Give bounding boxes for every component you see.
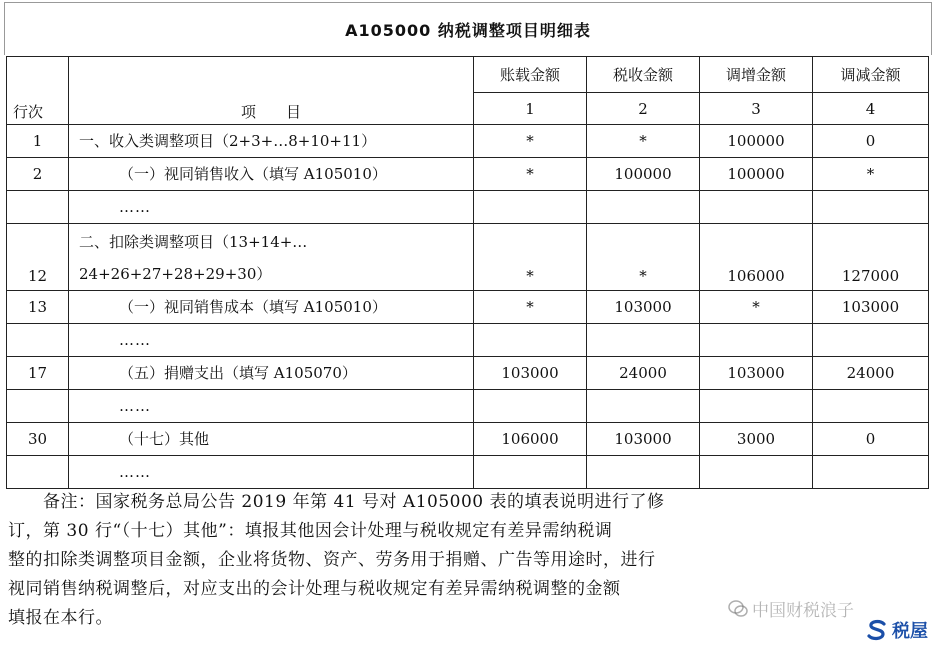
header-colnum-2: 2 <box>587 93 700 125</box>
cell-increase: 100000 <box>700 125 813 158</box>
table-row-ellipsis <box>7 324 929 357</box>
row-item-ellipsis: …… <box>69 456 474 489</box>
cell-tax-amount: 103000 <box>587 423 700 456</box>
cell-decrease <box>813 456 929 489</box>
table-row <box>7 125 929 158</box>
cell-decrease <box>813 191 929 224</box>
cell-increase: 106000 <box>700 224 813 291</box>
row-no <box>7 191 69 224</box>
cell-decrease: 103000 <box>813 291 929 324</box>
header-col-1: 账载金额 <box>474 57 587 93</box>
header-item: 项 目 <box>69 57 474 125</box>
cell-decrease <box>813 390 929 423</box>
header-col-3: 调增金额 <box>700 57 813 93</box>
cell-increase: 103000 <box>700 357 813 390</box>
table-title: A105000 纳税调整项目明细表 <box>4 2 932 55</box>
cell-decrease: * <box>813 158 929 191</box>
cell-book-amount: * <box>474 125 587 158</box>
cell-decrease: 0 <box>813 125 929 158</box>
table-row <box>7 291 929 324</box>
cell-book-amount <box>474 191 587 224</box>
table-row <box>7 158 929 191</box>
table-row-ellipsis <box>7 456 929 489</box>
header-colnum-3: 3 <box>700 93 813 125</box>
remark-line: 填报在本行。 <box>8 608 113 628</box>
remark-line: 视同销售纳税调整后，对应支出的会计处理与税收规定有差异需纳税调整的金额 <box>8 579 621 599</box>
cell-tax-amount: 100000 <box>587 158 700 191</box>
header-colnum-4: 4 <box>813 93 929 125</box>
cell-increase: 100000 <box>700 158 813 191</box>
header-col-4: 调减金额 <box>813 57 929 93</box>
row-item: （一）视同销售收入（填写 A105010） <box>69 158 474 191</box>
header-row <box>7 57 929 93</box>
remark-line: 订，第 30 行“（十七）其他”：填报其他因会计处理与税收规定有差异需纳税调 <box>8 521 613 541</box>
cell-book-amount <box>474 456 587 489</box>
row-no: 2 <box>7 158 69 191</box>
cell-decrease: 24000 <box>813 357 929 390</box>
row-item: （一）视同销售成本（填写 A105010） <box>69 291 474 324</box>
table-row-ellipsis <box>7 191 929 224</box>
tax-adjustment-table <box>6 56 929 489</box>
row-item-line-1: 二、扣除类调整项目（13+14+… <box>79 233 308 251</box>
remark-line: 整的扣除类调整项目金额，企业将货物、资产、劳务用于捐赠、广告等用途时，进行 <box>8 550 656 570</box>
row-item: （十七）其他 <box>69 423 474 456</box>
cell-tax-amount <box>587 324 700 357</box>
cell-book-amount: 103000 <box>474 357 587 390</box>
cell-tax-amount <box>587 390 700 423</box>
cell-tax-amount: * <box>587 125 700 158</box>
logo-text: 税屋 <box>892 621 928 642</box>
row-item <box>69 224 474 291</box>
row-no <box>7 324 69 357</box>
cell-decrease: 0 <box>813 423 929 456</box>
cell-book-amount: * <box>474 158 587 191</box>
brand-logo <box>865 617 928 643</box>
cell-tax-amount: * <box>587 224 700 291</box>
table-row <box>7 423 929 456</box>
cell-book-amount: * <box>474 291 587 324</box>
row-no: 12 <box>7 224 69 291</box>
remark-line: 备注：国家税务总局公告 2019 年第 41 号对 A105000 表的填表说明进行了修 <box>8 492 665 512</box>
row-item-line-2: 24+26+27+28+29+30） <box>79 265 272 283</box>
cell-increase <box>700 390 813 423</box>
row-item-ellipsis: …… <box>69 390 474 423</box>
cell-book-amount <box>474 324 587 357</box>
cell-increase <box>700 456 813 489</box>
watermark <box>728 596 854 621</box>
row-item-ellipsis: …… <box>69 191 474 224</box>
row-no: 30 <box>7 423 69 456</box>
header-row-no: 行次 <box>7 57 69 125</box>
row-no: 1 <box>7 125 69 158</box>
table-row <box>7 357 929 390</box>
header-colnum-1: 1 <box>474 93 587 125</box>
cell-increase: * <box>700 291 813 324</box>
cell-book-amount: * <box>474 224 587 291</box>
cell-increase <box>700 324 813 357</box>
watermark-text: 中国财税浪子 <box>752 601 854 621</box>
table-row-ellipsis <box>7 390 929 423</box>
row-no <box>7 390 69 423</box>
wechat-icon <box>728 599 748 619</box>
cell-increase: 3000 <box>700 423 813 456</box>
header-col-2: 税收金额 <box>587 57 700 93</box>
table-row <box>7 224 929 291</box>
cell-decrease <box>813 324 929 357</box>
row-no: 13 <box>7 291 69 324</box>
cell-increase <box>700 191 813 224</box>
row-item-ellipsis: …… <box>69 324 474 357</box>
cell-book-amount <box>474 390 587 423</box>
row-item: （五）捐赠支出（填写 A105070） <box>69 357 474 390</box>
row-no <box>7 456 69 489</box>
cell-decrease: 127000 <box>813 224 929 291</box>
logo-s-icon <box>865 618 889 642</box>
cell-tax-amount <box>587 456 700 489</box>
cell-tax-amount: 103000 <box>587 291 700 324</box>
cell-tax-amount: 24000 <box>587 357 700 390</box>
cell-tax-amount <box>587 191 700 224</box>
row-item: 一、收入类调整项目（2+3+…8+10+11） <box>69 125 474 158</box>
row-no: 17 <box>7 357 69 390</box>
cell-book-amount: 106000 <box>474 423 587 456</box>
